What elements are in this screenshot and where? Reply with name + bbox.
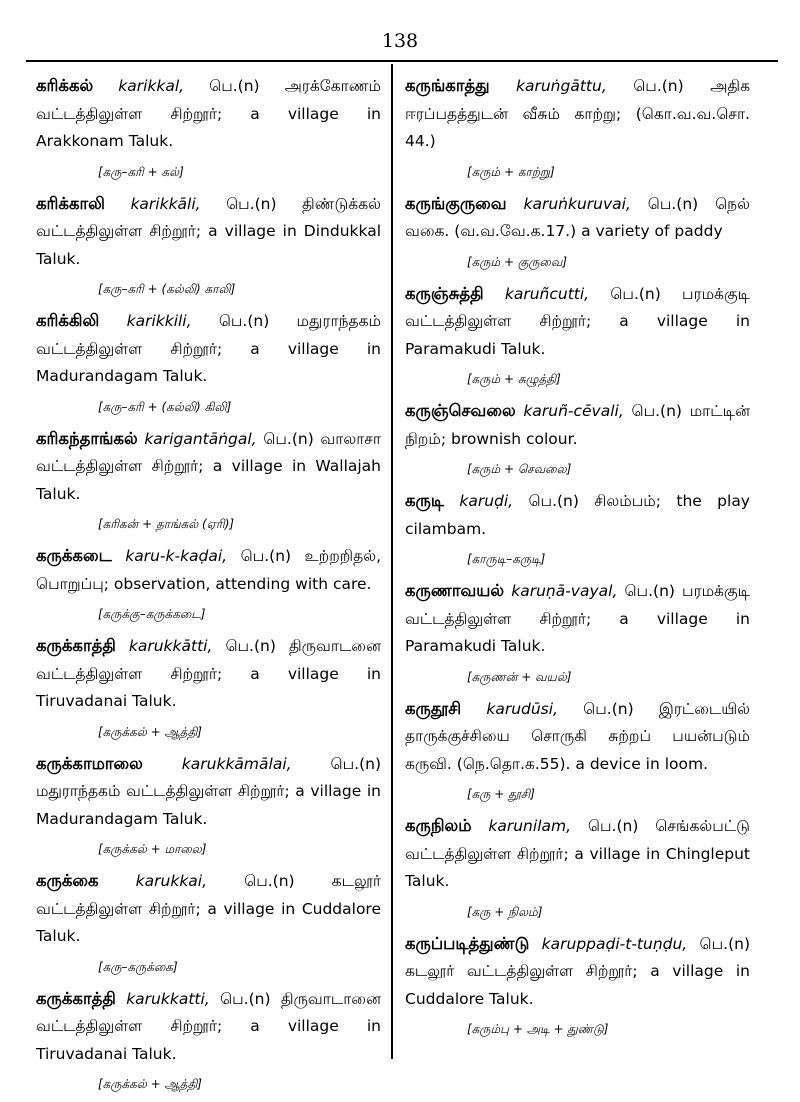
entry-text (36, 632, 381, 716)
entry-etymology: [கருக்கல் + ஆத்தி] (98, 1077, 202, 1091)
dictionary-entry (405, 487, 750, 569)
entry-body: பெ.(n) நெல் வகை. (வ.வ.வே.க.17.) a variety of paddy (405, 194, 750, 240)
entry-text (36, 867, 381, 951)
entry-transliteration: karuḍi, (459, 492, 514, 510)
entry-etymology: [கரும் + காற்று] (467, 164, 555, 179)
dictionary-entry (405, 190, 750, 272)
entry-text (36, 985, 381, 1069)
entry-text (405, 812, 750, 896)
entry-body: பெ.(n) இரட்டையில் தாருக்குச்சியை சொருகி சுற்றப் பயன்படும் கருவி. (நெ.தொ.க.55). a device in loom. (405, 699, 750, 773)
entry-etymology: [கரும்பு + அடி + துண்டு] (467, 1022, 609, 1036)
entry-headword: கருக்கை (36, 871, 99, 890)
entry-transliteration: karu-k-kaḍai, (125, 547, 228, 565)
entry-transliteration: karuṅgāttu, (516, 77, 607, 95)
dictionary-entry (405, 280, 750, 390)
left-column (36, 72, 381, 1102)
entry-etymology: [கரிகன் + தாங்கல் (ஏரி)] (98, 517, 235, 531)
entry-text (405, 397, 750, 453)
entry-text (405, 695, 750, 779)
entry-headword: கருங்காத்து (405, 76, 490, 95)
entry-transliteration: karukkai, (135, 872, 208, 890)
entry-etymology: [கரு–கரி + (கல்லி) காலி] (98, 282, 236, 296)
entry-etymology: [கருக்கு–கருக்கடை] (98, 607, 206, 621)
entry-transliteration: karudūsi, (486, 699, 558, 718)
entry-body: பெ.(n) உற்றறிதல், பொறுப்பு; observation, attending with care. (36, 547, 381, 593)
entry-body: பெ.(n) திருவாடனை வட்டத்திலுள்ள சிற்றூர்; a village in Tiruvadanai Taluk. (36, 637, 381, 710)
entry-text (36, 190, 381, 274)
entry-text (36, 542, 381, 598)
entry-etymology: [கருணன் + வயல்] (467, 669, 572, 684)
entry-headword: கருடி (405, 491, 444, 510)
entry-body: பெ.(n) சிலம்பம்; the play cilambam. (405, 492, 750, 538)
entry-text (36, 307, 381, 391)
entry-headword: கருஞ்சுத்தி (405, 283, 484, 303)
page-number: 138 (381, 30, 419, 52)
entry-text (405, 190, 750, 246)
header-rule (26, 60, 778, 62)
entry-body: பெ.(n) செங்கல்பட்டு வட்டத்திலுள்ள சிற்றூர்; a village in Chingleput Taluk. (405, 817, 750, 890)
entry-headword: கருக்காத்தி (36, 636, 116, 655)
entry-transliteration: karuppaḍi-t-tuṇḍu, (541, 934, 688, 953)
dictionary-entry (36, 542, 381, 624)
dictionary-entry (405, 577, 750, 687)
entry-etymology: [கரும் + சுழுத்தி] (467, 372, 561, 386)
entry-headword: கருப்படித்துண்டு (405, 933, 530, 953)
entry-transliteration: karuñ-cēvali, (523, 402, 624, 420)
entry-transliteration: karukkatti, (126, 989, 210, 1008)
dictionary-entry (36, 750, 381, 860)
entry-headword: கருநிலம் (405, 816, 472, 835)
entry-headword: கரிகந்தாங்கல் (36, 428, 138, 448)
entry-headword: கருக்கடை (36, 546, 112, 565)
entry-headword: கரிக்கிலி (36, 311, 100, 330)
column-divider (391, 64, 393, 1059)
dictionary-entry (405, 695, 750, 805)
entry-etymology: [கரு + நிலம்] (467, 904, 543, 919)
entry-etymology: [கரு + தூசி] (467, 787, 535, 801)
dictionary-entry (405, 812, 750, 922)
entry-headword: கருங்குருவை (405, 193, 507, 213)
entry-transliteration: karikkāli, (130, 194, 201, 213)
entry-transliteration: karikkal, (118, 77, 185, 95)
entry-etymology: [கருக்கல் + மாலை] (98, 842, 207, 856)
entry-transliteration: karikkili, (126, 312, 192, 330)
entry-text (36, 72, 381, 156)
entry-etymology: [கருக்கல் + ஆத்தி] (98, 724, 202, 739)
entry-text (405, 72, 750, 156)
entry-transliteration: karigantāṅgal, (144, 429, 257, 448)
dictionary-entry (36, 425, 381, 535)
right-column (405, 72, 750, 1047)
entry-transliteration: karukkātti, (128, 637, 213, 655)
dictionary-entry (405, 72, 750, 182)
entry-transliteration: karunilam, (488, 817, 572, 835)
entry-headword: கருக்காத்தி (36, 988, 116, 1008)
entry-etymology: [கரும் + செவலை] (467, 462, 572, 476)
entry-body: பெ.(n) திருவாடானை வட்டத்திலுள்ள சிற்றூர்; a village in Tiruvadanai Taluk. (36, 989, 381, 1063)
entry-headword: கருணாவயல் (405, 581, 505, 600)
entry-transliteration: karuñcutti, (504, 284, 590, 303)
dictionary-entry (36, 190, 381, 300)
entry-body: பெ.(n) கடலூர் வட்டத்திலுள்ள சிற்றூர்; a village in Cuddalore Taluk. (36, 872, 381, 945)
entry-text (405, 487, 750, 543)
entry-body: பெ.(n) திண்டுக்கல் வட்டத்திலுள்ள சிற்றூர்; a village in Dindukkal Taluk. (36, 194, 381, 268)
entry-headword: கரிக்கல் (36, 76, 94, 95)
entry-body: பெ.(n) பரமக்குடி வட்டத்திலுள்ள சிற்றூர்; a village in Paramakudi Taluk. (405, 284, 750, 358)
entry-body: பெ.(n) வாலாசா வட்டத்திலுள்ள சிற்றூர்; a village in Wallajah Taluk. (36, 429, 381, 503)
entry-etymology: [கரு–கரி + (கல்லி) கிலி] (98, 399, 232, 414)
dictionary-entry (36, 985, 381, 1095)
dictionary-entry (36, 867, 381, 977)
entry-transliteration: karukkāmālai, (181, 754, 292, 773)
entry-body: பெ.(n) கடலூர் வட்டத்திலுள்ள சிற்றூர்; a village in Cuddalore Taluk. (405, 934, 750, 1008)
entry-text (405, 280, 750, 364)
entry-body: பெ.(n) அதிக ஈரப்பதத்துடன் வீசும் காற்று; (கொ.வ.வ.சொ. 44.) (405, 77, 750, 150)
entry-transliteration: karuṅkuruvai, (523, 194, 631, 213)
entry-body: பெ.(n) பரமக்குடி வட்டத்திலுள்ள சிற்றூர்; a village in Paramakudi Taluk. (405, 582, 750, 655)
entry-body: பெ.(n) அரக்கோணம் வட்டத்திலுள்ள சிற்றூர்; a village in Arakkonam Taluk. (36, 77, 381, 150)
entry-etymology: [கரும் + குருவை] (467, 254, 568, 269)
entry-body: பெ.(n) மதுராந்தகம் வட்டத்திலுள்ள சிற்றூர்; a village in Madurandagam Taluk. (36, 754, 381, 828)
dictionary-entry (36, 307, 381, 417)
dictionary-entry (405, 930, 750, 1040)
dictionary-entry (36, 72, 381, 182)
dictionary-entry (405, 397, 750, 479)
entry-headword: கருக்காமாலை (36, 753, 143, 773)
entry-etymology: [கரு–கருக்கை] (98, 959, 178, 974)
entry-text (36, 425, 381, 509)
entry-headword: கருதூசி (405, 698, 462, 718)
entry-text (405, 930, 750, 1014)
entry-transliteration: karuṇā-vayal, (511, 582, 618, 600)
entry-headword: கருஞ்செவலை (405, 401, 516, 420)
entry-etymology: [கரு–கரி + கல்] (98, 164, 184, 179)
entry-text (36, 750, 381, 834)
entry-body: பெ.(n) மதுராந்தகம் வட்டத்திலுள்ள சிற்றூர்; a village in Madurandagam Taluk. (36, 312, 381, 385)
dictionary-entry (36, 632, 381, 742)
entry-text (405, 577, 750, 661)
entry-etymology: [காருடி–கருடி] (467, 552, 546, 566)
entry-headword: கரிக்காலி (36, 193, 105, 213)
entry-body: பெ.(n) மாட்டின் நிறம்; brownish colour. (405, 402, 750, 448)
